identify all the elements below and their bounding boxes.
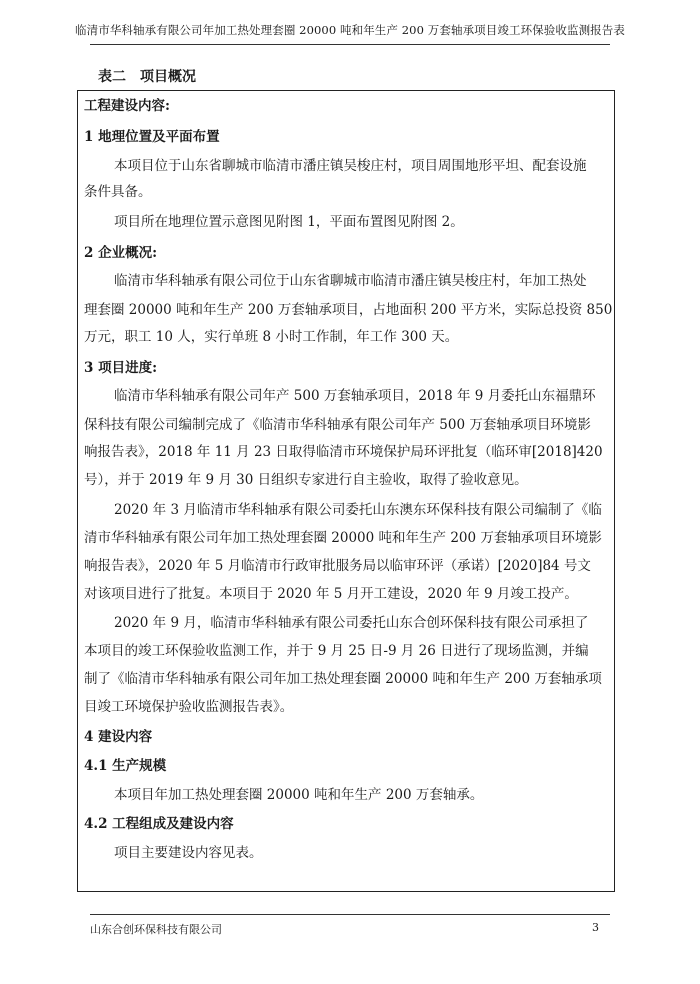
paragraph-line: 响报告表》，2020 年 5 月临清市行政审批服务局以临审环评（承诺）[2020]84 号文 [84,558,591,574]
paragraph-line: 项目主要建设内容见表。 [114,845,263,861]
paragraph-line: 理套圈 20000 吨和年生产 200 万套轴承项目，占地面积 200 平方米，实际总投资 850 [84,302,613,318]
paragraph-line: 清市华科轴承有限公司年加工热处理套圈 20000 吨和年生产 200 万套轴承项目环境影 [84,530,602,546]
paragraph-line: 本项目年加工热处理套圈 20000 吨和年生产 200 万套轴承。 [114,787,484,803]
paragraph-line: 万元，职工 10 人，实行单班 8 小时工作制，年工作 300 天。 [84,329,459,345]
paragraph-line: 临清市华科轴承有限公司位于山东省聊城市临清市潘庄镇吴梭庄村，年加工热处 [114,273,587,289]
paragraph-line: 本项目的竣工环保验收监测工作，并于 9 月 25 日-9 月 26 日进行了现场监测，并编 [84,643,589,659]
page-number: 3 [592,921,599,934]
heading-location: 1 地理位置及平面布置 [84,129,220,145]
paragraph-line: 保科技有限公司编制完成了《临清市华科轴承有限公司年产 500 万套轴承项目环境影 [84,417,591,433]
paragraph-line: 制了《临清市华科轴承有限公司年加工热处理套圈 20000 吨和年生产 200 万套轴承项 [84,671,602,687]
paragraph-line: 项目所在地理位置示意图见附图 1，平面布置图见附图 2。 [114,214,464,230]
running-header: 临清市华科轴承有限公司年加工热处理套圈 20000 吨和年生产 200 万套轴承项目竣工环保验收监测报告表 [75,23,625,37]
paragraph-line: 2020 年 9 月，临清市华科轴承有限公司委托山东合创环保科技有限公司承担了 [114,615,589,631]
heading-company: 2 企业概况: [84,245,158,261]
section-number: 表二 [98,69,126,85]
paragraph-line: 目竣工环境保护验收监测报告表》。 [84,699,294,715]
heading-project-composition: 4.2 工程组成及建设内容 [84,816,234,832]
paragraph-line: 本项目位于山东省聊城市临清市潘庄镇吴梭庄村，项目周围地形平坦、配套设施 [114,158,587,174]
header-rule [90,44,610,45]
section-title [98,66,210,86]
paragraph-line: 响报告表》，2018 年 11 月 23 日取得临清市环境保护局环评批复（临环审[2018]420 [84,444,603,460]
paragraph-line: 号），并于 2019 年 9 月 30 日组织专家进行自主验收，取得了验收意见。 [84,472,528,488]
section-name: 项目概况 [140,69,196,85]
heading-progress: 3 项目进度: [84,360,158,376]
heading-construction-content: 4 建设内容 [84,729,153,745]
footer-company: 山东合创环保科技有限公司 [90,923,222,936]
heading-production-scale: 4.1 生产规模 [84,758,167,774]
paragraph-line: 临清市华科轴承有限公司年产 500 万套轴承项目，2018 年 9 月委托山东福鼎环 [114,388,596,404]
footer-rule [90,914,610,915]
paragraph-line: 对该项目进行了批复。本项目于 2020 年 5 月开工建设，2020 年 9 月竣工投产。 [84,586,578,602]
paragraph-line: 条件具备。 [84,184,152,200]
heading-construction: 工程建设内容: [84,98,170,114]
paragraph-line: 2020 年 3 月临清市华科轴承有限公司委托山东澳东环保科技有限公司编制了《临 [114,502,602,518]
